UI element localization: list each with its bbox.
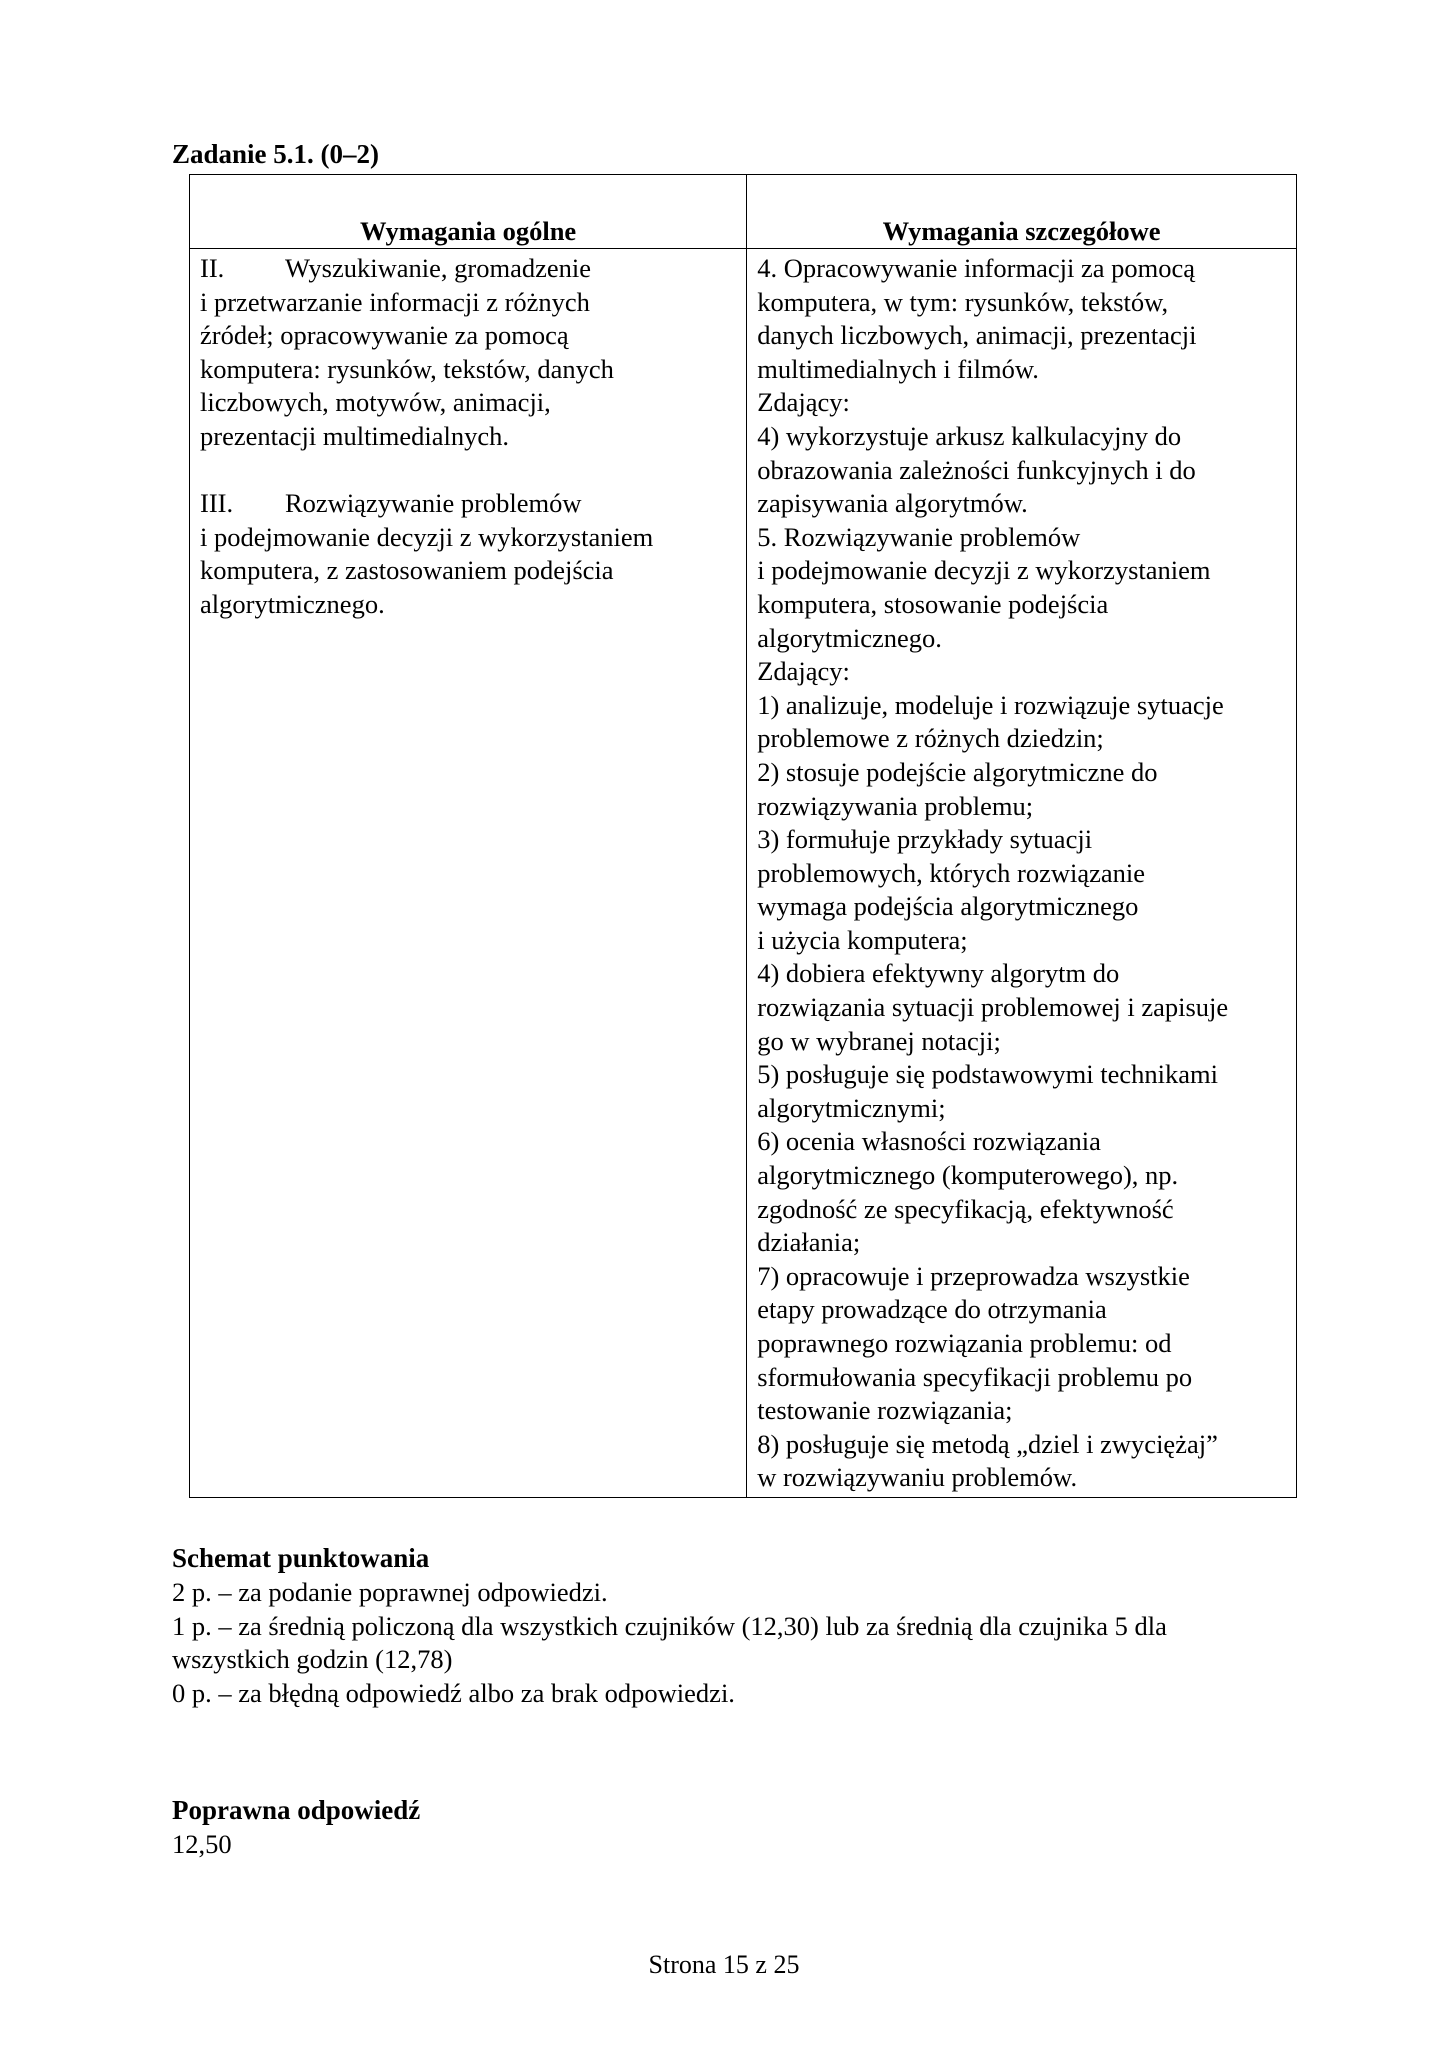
specific-line: Zdający:: [757, 656, 850, 687]
specific-line: 2) stosuje podejście algorytmiczne do: [757, 756, 1158, 787]
specific-line: 1) analizuje, modeluje i rozwiązuje sytuacje: [757, 689, 1224, 720]
specific-line: sformułowania specyfikacji problemu po: [757, 1361, 1193, 1392]
scoring-heading: Schemat punktowania: [172, 1543, 430, 1573]
specific-line: działania;: [757, 1227, 861, 1258]
specific-line: rozwiązywania problemu;: [757, 790, 1034, 821]
specific-line: algorytmicznego (komputerowego), np.: [757, 1160, 1179, 1191]
general-item-3-number: III.: [200, 488, 234, 519]
specific-line: wymaga podejścia algorytmicznego: [757, 891, 1139, 922]
specific-line: etapy prowadzące do otrzymania: [757, 1294, 1107, 1325]
specific-line: problemowych, których rozwiązanie: [757, 857, 1146, 888]
general-item-3-line: komputera, z zastosowaniem podejścia: [200, 555, 614, 586]
scoring-line: wszystkich godzin (12,78): [172, 1644, 453, 1675]
specific-line: 6) ocenia własności rozwiązania: [757, 1126, 1101, 1157]
specific-line: zgodność ze specyfikacją, efektywność: [757, 1193, 1174, 1224]
specific-line: testowanie rozwiązania;: [757, 1395, 1013, 1426]
requirements-table: [189, 174, 1297, 1498]
specific-line: Zdający:: [757, 387, 850, 418]
page-number: Strona 15 z 25: [648, 1950, 800, 1979]
specific-line: komputera, stosowanie podejścia: [757, 588, 1109, 619]
general-item-2-line: prezentacji multimedialnych.: [200, 420, 510, 451]
specific-line: i podejmowanie decyzji z wykorzystaniem: [757, 555, 1211, 586]
specific-line: 7) opracowuje i przeprowadza wszystkie: [757, 1260, 1190, 1291]
general-item-2-line: źródeł; opracowywanie za pomocą: [200, 320, 569, 351]
specific-line: komputera, w tym: rysunków, tekstów,: [757, 286, 1169, 317]
general-item-3-first-line: [200, 487, 736, 521]
general-item-2-line: Wyszukiwanie, gromadzenie: [285, 253, 591, 283]
specific-line: 5. Rozwiązywanie problemów: [757, 521, 1081, 552]
scoring-line: 0 p. – za błędną odpowiedź albo za brak odpowiedzi.: [172, 1677, 735, 1708]
specific-line: w rozwiązywaniu problemów.: [757, 1462, 1078, 1493]
general-item-2-line: i przetwarzanie informacji z różnych: [200, 286, 590, 317]
specific-line: multimedialnych i filmów.: [757, 353, 1039, 384]
specific-line: rozwiązania sytuacji problemowej i zapisuje: [757, 992, 1229, 1023]
specific-line: 3) formułuje przykłady sytuacji: [757, 824, 1093, 855]
specific-requirements-cell: [747, 249, 1297, 1498]
header-specific-requirements: Wymagania szczegółowe: [747, 175, 1297, 249]
specific-line: danych liczbowych, animacji, prezentacji: [757, 320, 1197, 351]
general-item-3-line: algorytmicznego.: [200, 588, 385, 619]
table-header-row: [190, 175, 1297, 249]
paragraph-gap: [200, 454, 736, 488]
header-general-requirements: Wymagania ogólne: [190, 175, 747, 249]
general-item-3-line: Rozwiązywanie problemów: [285, 488, 582, 519]
general-item-2-first-line: [200, 252, 736, 286]
specific-line: 8) posługuje się metodą „dziel i zwyciężaj”: [757, 1428, 1218, 1459]
specific-line: algorytmicznymi;: [757, 1092, 946, 1123]
answer-heading: Poprawna odpowiedź: [172, 1795, 421, 1825]
specific-line: poprawnego rozwiązania problemu: od: [757, 1328, 1172, 1358]
general-requirements-cell: [190, 249, 747, 1498]
specific-line: go w wybranej notacji;: [757, 1025, 1001, 1056]
scoring-line: 2 p. – za podanie poprawnej odpowiedzi.: [172, 1577, 608, 1607]
scoring-list: [172, 1576, 1292, 1710]
answer-value: 12,50: [172, 1829, 232, 1859]
general-item-3-line: i podejmowanie decyzji z wykorzystaniem: [200, 521, 654, 552]
specific-line: obrazowania zależności funkcyjnych i do: [757, 454, 1196, 485]
specific-line: 4. Opracowywanie informacji za pomocą: [757, 253, 1196, 283]
general-item-2-number: II.: [200, 253, 225, 283]
specific-line: 4) wykorzystuje arkusz kalkulacyjny do: [757, 420, 1182, 451]
specific-line: 5) posługuje się podstawowymi technikami: [757, 1059, 1218, 1090]
task-title: Zadanie 5.1. (0–2): [172, 139, 380, 169]
scoring-line: 1 p. – za średnią policzoną dla wszystkich czujników (12,30) lub za średnią dla czujnika 5 dla: [172, 1610, 1167, 1641]
specific-line: zapisywania algorytmów.: [757, 488, 1028, 519]
general-item-2-line: komputera: rysunków, tekstów, danych: [200, 353, 614, 384]
specific-line: i użycia komputera;: [757, 924, 968, 955]
specific-line: algorytmicznego.: [757, 622, 942, 653]
specific-line: problemowe z różnych dziedzin;: [757, 723, 1104, 754]
table-body-row: [190, 249, 1297, 1498]
general-item-2-line: liczbowych, motywów, animacji,: [200, 387, 551, 418]
specific-line: 4) dobiera efektywny algorytm do: [757, 958, 1120, 989]
